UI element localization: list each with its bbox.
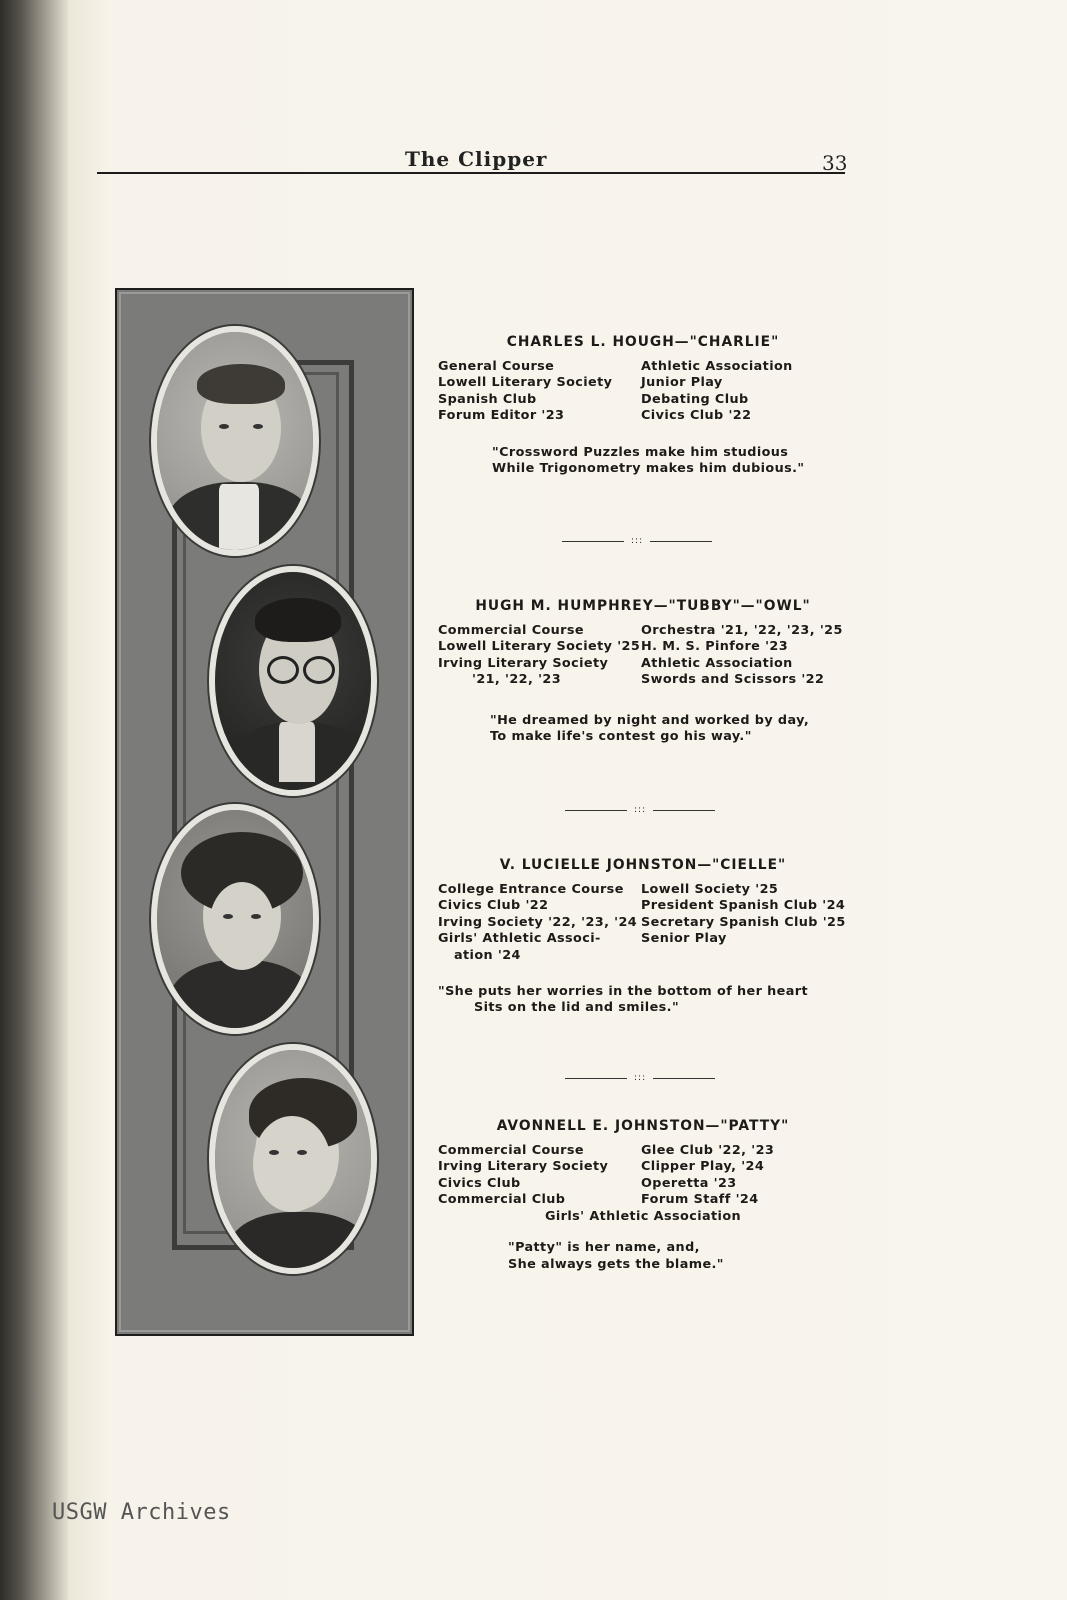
student-name: CHARLES L. HOUGH—"CHARLIE" xyxy=(506,334,780,350)
student-name: V. LUCIELLE JOHNSTON—"CIELLE" xyxy=(499,857,787,873)
activity: Debating Club xyxy=(641,391,749,407)
quote-line: She always gets the blame." xyxy=(508,1256,724,1272)
activity: Civics Club '22 xyxy=(641,408,752,423)
activities-right xyxy=(641,359,851,425)
activity: Girls' Athletic Associ- xyxy=(438,931,601,946)
activity: President Spanish Club '24 xyxy=(641,898,846,913)
activity: Commercial Course xyxy=(438,1142,584,1158)
activity-centered: Girls' Athletic Association xyxy=(544,1208,742,1224)
activity: H. M. S. Pinfore '23 xyxy=(641,639,789,654)
portrait-panel xyxy=(115,288,414,1336)
book-gutter xyxy=(0,0,68,1600)
activity: Civics Club '22 xyxy=(438,898,549,913)
entry-charles-hough xyxy=(438,334,848,478)
quote-line: To make life's contest go his way." xyxy=(490,729,752,744)
student-name: HUGH M. HUMPHREY—"TUBBY"—"OWL" xyxy=(475,598,811,614)
activity: College Entrance Course xyxy=(438,881,624,897)
activities-left xyxy=(438,1143,643,1209)
portrait-charles-hough xyxy=(151,326,319,556)
student-name: AVONNELL E. JOHNSTON—"PATTY" xyxy=(496,1118,790,1134)
entry-hugh-humphrey xyxy=(438,598,848,746)
activity: Lowell Society '25 xyxy=(641,881,779,897)
entry-lucielle-johnston xyxy=(438,857,848,1017)
section-divider: ::: xyxy=(562,536,712,546)
activities-right xyxy=(641,1143,851,1209)
activity: Forum Editor '23 xyxy=(438,408,565,423)
quote-line: "She puts her worries in the bottom of her heart xyxy=(438,983,809,999)
page-number: 33 xyxy=(822,151,848,175)
activity: Athletic Association xyxy=(641,655,793,671)
activity: Operetta '23 xyxy=(641,1175,737,1191)
running-head: The Clipper xyxy=(405,147,548,171)
activities-right xyxy=(641,882,851,948)
activity: Irving Literary Society xyxy=(438,1159,609,1174)
portrait-hugh-humphrey xyxy=(209,566,377,796)
portrait-avonnell-johnston xyxy=(209,1044,377,1274)
entry-avonnell-johnston xyxy=(438,1118,848,1273)
activity: ation '24 xyxy=(454,947,521,963)
activity: Athletic Association xyxy=(641,358,793,374)
header-rule xyxy=(97,172,845,174)
section-divider: ::: xyxy=(565,805,715,815)
activity: Orchestra '21, '22, '23, '25 xyxy=(641,622,843,638)
activity: Lowell Literary Society xyxy=(438,375,613,390)
activity: Irving Society '22, '23, '24 xyxy=(438,914,638,930)
quote-line: "Patty" is her name, and, xyxy=(508,1240,700,1255)
activities-right xyxy=(641,623,851,689)
activity: Secretary Spanish Club '25 xyxy=(641,914,846,930)
quote-line: "Crossword Puzzles make him studious xyxy=(492,444,789,460)
activity: Commercial Club xyxy=(438,1192,566,1207)
activities-left xyxy=(438,623,643,689)
activity: Junior Play xyxy=(641,375,723,390)
quote-line: While Trigonometry makes him dubious." xyxy=(492,461,805,476)
quote-line: Sits on the lid and smiles." xyxy=(474,1000,680,1015)
watermark: USGW Archives xyxy=(52,1500,231,1525)
section-divider: ::: xyxy=(565,1073,715,1083)
portrait-lucielle-johnston xyxy=(151,804,319,1034)
activity: Civics Club xyxy=(438,1175,521,1191)
activities-left xyxy=(438,882,643,965)
activity: Swords and Scissors '22 xyxy=(641,672,825,687)
activity: Irving Literary Society xyxy=(438,655,609,671)
activity: Forum Staff '24 xyxy=(641,1192,759,1207)
activities-left xyxy=(438,359,643,425)
activity: Commercial Course xyxy=(438,622,584,638)
activity: '21, '22, '23 xyxy=(472,672,562,687)
activity: Clipper Play, '24 xyxy=(641,1159,765,1174)
activity: Lowell Literary Society '25 xyxy=(438,639,641,654)
activity: General Course xyxy=(438,358,555,374)
activity: Glee Club '22, '23 xyxy=(641,1142,775,1158)
quote-line: "He dreamed by night and worked by day, xyxy=(490,712,810,728)
activity: Senior Play xyxy=(641,931,727,946)
activity: Spanish Club xyxy=(438,391,537,407)
